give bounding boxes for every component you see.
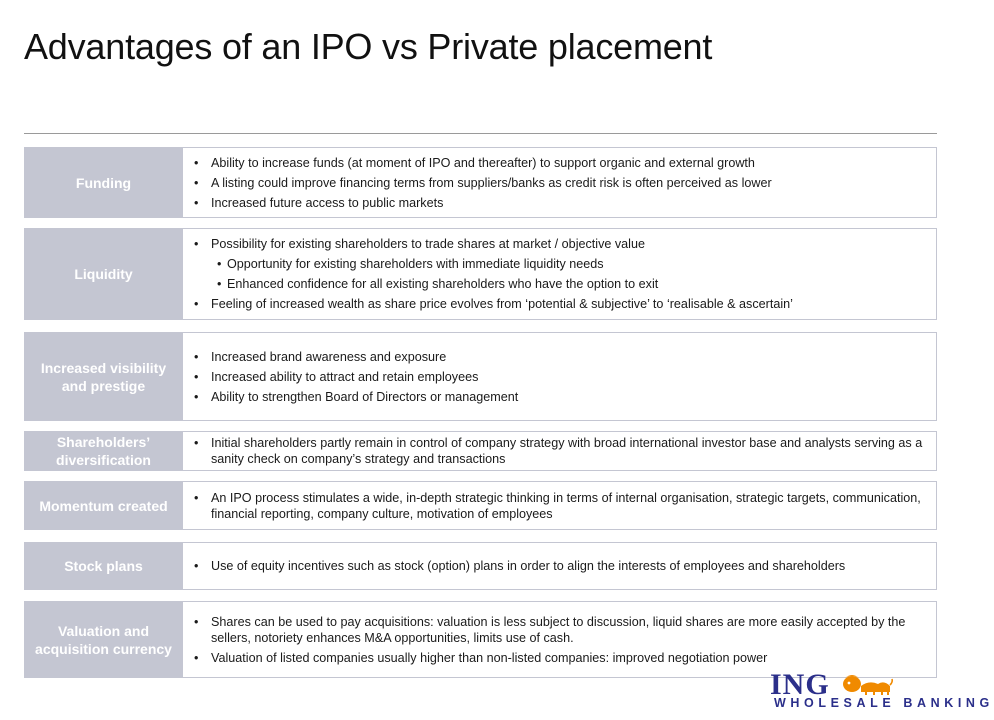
row-label-shareholders-diversification: Shareholders’ diversification [24, 431, 183, 471]
row-visibility [24, 332, 937, 421]
row-label-momentum: Momentum created [24, 481, 183, 530]
row-label-liquidity: Liquidity [24, 228, 183, 320]
lion-icon [836, 670, 894, 696]
bullet-item: • Ability to strengthen Board of Directors or management [189, 389, 928, 405]
bullet-item: • An IPO process stimulates a wide, in-depth strategic thinking in terms of internal organisation, strategic targets, communication, financial reporting, company culture, motivation of employees [189, 490, 928, 522]
row-content-momentum [183, 481, 937, 530]
row-label-visibility: Increased visibility and prestige [24, 332, 183, 421]
bullet-item: • A listing could improve financing terms from suppliers/banks as credit risk is often perceived as lower [189, 175, 928, 191]
bullet-item: • Increased future access to public markets [189, 195, 928, 211]
row-label-funding: Funding [24, 147, 183, 218]
bullet-item: • Shares can be used to pay acquisitions: valuation is less subject to discussion, liquid shares are more easily accepted by the sellers, notoriety enhances M&A opportunities, limits use of cash. [189, 614, 928, 646]
row-valuation [24, 601, 937, 678]
row-liquidity [24, 228, 937, 320]
row-content-stock-plans [183, 542, 937, 590]
bullet-item: • Use of equity incentives such as stock (option) plans in order to align the interests of employees and shareholders [189, 558, 928, 574]
row-funding [24, 147, 937, 218]
logo-tagline: WHOLESALE BANKING [774, 696, 994, 710]
bullet-item: • Increased ability to attract and retain employees [189, 369, 928, 385]
row-stock-plans [24, 542, 937, 590]
row-label-stock-plans: Stock plans [24, 542, 183, 590]
row-momentum [24, 481, 937, 530]
ing-logo [770, 668, 994, 712]
bullet-item: • Feeling of increased wealth as share price evolves from ‘potential & subjective’ to ‘realisable & ascertain’ [189, 296, 928, 312]
row-label-valuation: Valuation and acquisition currency [24, 601, 183, 678]
row-content-funding [183, 147, 937, 218]
row-shareholders-diversification [24, 431, 937, 471]
bullet-item: • Possibility for existing shareholders to trade shares at market / objective value [189, 236, 928, 252]
bullet-item: • Ability to increase funds (at moment of IPO and thereafter) to support organic and external growth [189, 155, 928, 171]
slide-title: Advantages of an IPO vs Private placement [24, 26, 713, 67]
sub-bullet-item: • Opportunity for existing shareholders with immediate liquidity needs [189, 256, 928, 272]
sub-bullet-item: • Enhanced confidence for all existing shareholders who have the option to exit [189, 276, 928, 292]
logo-wordmark: ING [770, 668, 830, 701]
row-content-shareholders-diversification [183, 431, 937, 471]
row-content-visibility [183, 332, 937, 421]
bullet-item: • Valuation of listed companies usually higher than non-listed companies: improved negotiation power [189, 650, 928, 666]
title-divider [24, 133, 937, 134]
bullet-item: • Increased brand awareness and exposure [189, 349, 928, 365]
row-content-valuation [183, 601, 937, 678]
bullet-item: • Initial shareholders partly remain in control of company strategy with broad international investor base and analysts serving as a sanity check on company’s strategy and transactions [189, 435, 928, 467]
row-content-liquidity [183, 228, 937, 320]
